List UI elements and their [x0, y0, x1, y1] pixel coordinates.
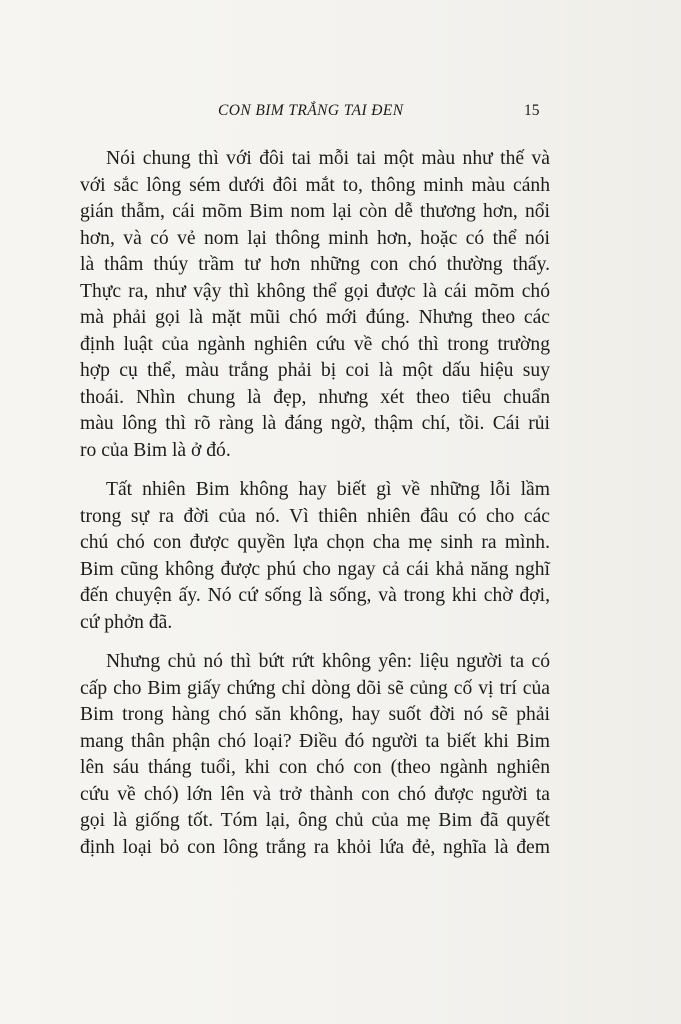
text-line: màu lông thì rõ ràng là đáng ngờ, thậm chí, tồi. Cái rủi [80, 413, 550, 434]
text-line: cứ phởn đã. [80, 611, 173, 633]
text-line: lên sáu tháng tuổi, khi con chó con (theo ngành nghiên [80, 757, 550, 778]
paragraph-1 [80, 146, 550, 464]
text-line: cứu về chó) lớn lên và trở thành con chó được người ta [80, 783, 550, 805]
text-line: gián thẫm, cái mõm Bim nom lại còn dễ thương hơn, nổi [80, 201, 550, 222]
text-line: Tất nhiên Bim không hay biết gì về những lỗi lầm [106, 479, 550, 500]
running-title: CON BIM TRẮNG TAI ĐEN [218, 102, 404, 119]
text-line: với sắc lông sém dưới đôi mắt to, thông minh màu cánh [80, 174, 550, 196]
text-line: là thâm thúy trầm tư hơn những con chó thường thấy. [80, 254, 550, 275]
running-header [0, 102, 681, 126]
text-line: hợp cụ thể, màu trắng phải bị coi là một dấu hiệu suy [80, 360, 550, 381]
paragraph-3 [80, 649, 550, 861]
text-line: Bim trong hàng chó săn không, hay suốt đời nó sẽ phải [80, 704, 550, 725]
page-number: 15 [524, 102, 540, 119]
text-line: hơn, và có vẻ nom lại thông minh hơn, hoặc có thể nói [80, 227, 550, 249]
text-line: cấp cho Bim giấy chứng chỉ dòng dõi sẽ củng cố vị trí của [80, 677, 550, 699]
text-line: mang thân phận chó loại? Điều đó người ta biết khi Bim [80, 730, 550, 752]
text-line: thoái. Nhìn chung là đẹp, nhưng xét theo tiêu chuẩn [80, 386, 550, 408]
text-line: Bim cũng không được phú cho ngay cả cái khả năng nghĩ [80, 558, 550, 580]
text-line: mà phải gọi là mặt mũi chó mới đúng. Nhưng theo các [80, 307, 550, 328]
text-line: định luật của ngành nghiên cứu về chó thì trong trường [80, 333, 550, 355]
text-line: Thực ra, như vậy thì không thể gọi được là cái mõm chó [80, 280, 550, 302]
text-line: trong sự ra đời của nó. Vì thiên nhiên đâu có cho các [80, 505, 550, 527]
text-line: gọi là giống tốt. Tóm lại, ông chủ của mẹ Bim đã quyết [80, 810, 550, 831]
text-line: Nói chung thì với đôi tai mỗi tai một màu như thế và [106, 148, 550, 169]
text-line: chú chó con được quyền lựa chọn cha mẹ sinh ra mình. [80, 532, 550, 553]
paragraph-2 [80, 477, 550, 636]
text-line: ro của Bim là ở đó. [80, 439, 231, 461]
text-line: đến chuyện ấy. Nó cứ sống là sống, và trong khi chờ đợi, [80, 585, 550, 606]
text-line: định loại bỏ con lông trắng ra khỏi lứa đẻ, nghĩa là đem [80, 836, 550, 858]
body-text [80, 146, 550, 874]
text-line: Nhưng chủ nó thì bứt rứt không yên: liệu người ta có [106, 651, 550, 672]
